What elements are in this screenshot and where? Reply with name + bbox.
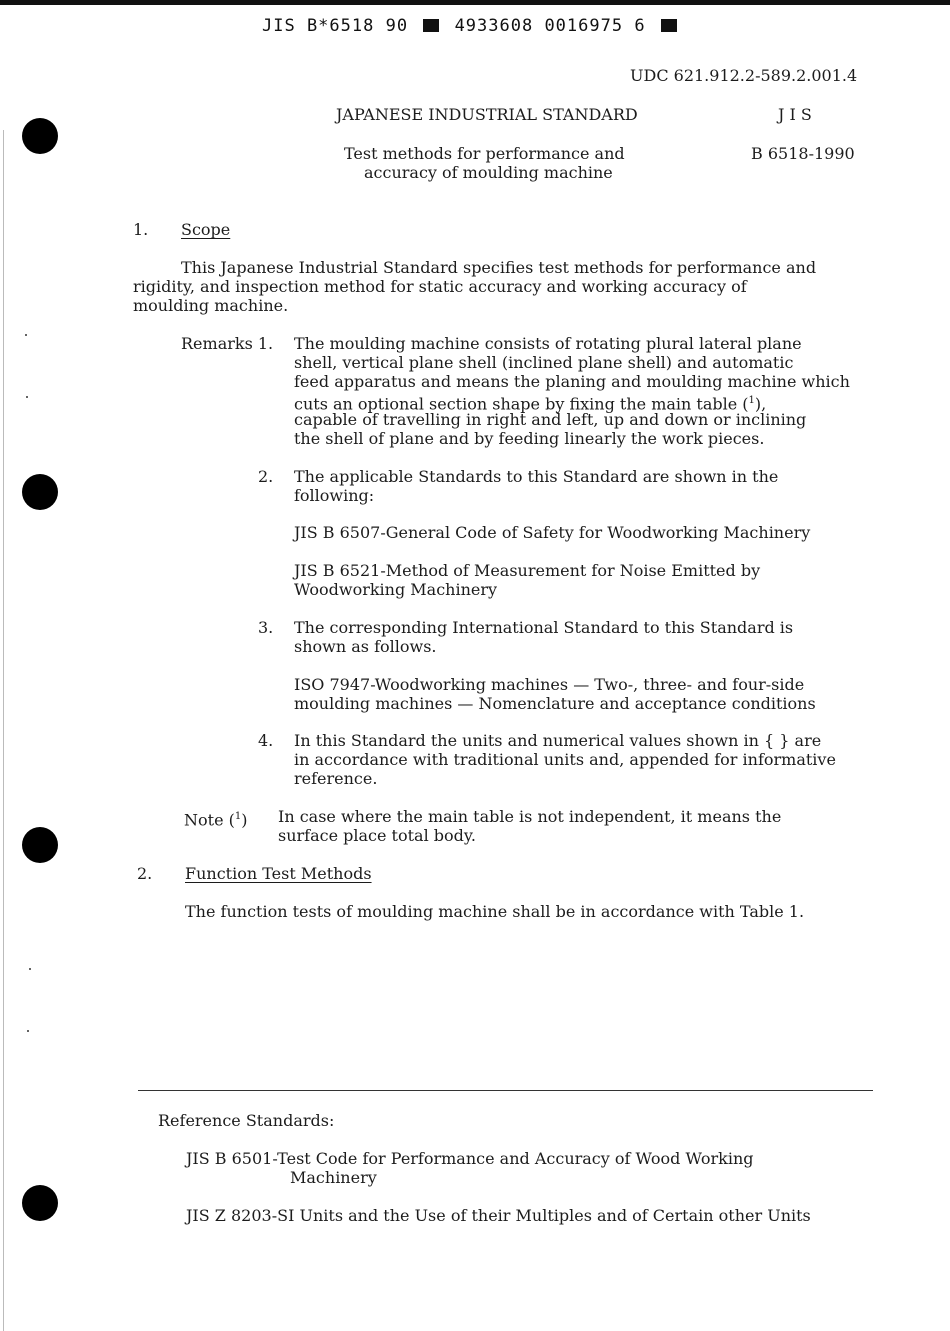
remark4-number: 4. [258, 731, 274, 750]
standard-ref-a: JIS B 6507-General Code of Safety for Woodworking Machinery [294, 523, 811, 542]
remark1-line6: the shell of plane and by feeding linearly the work pieces. [294, 429, 765, 448]
section1-title: Scope [181, 220, 231, 239]
footnote-rule [138, 1090, 873, 1091]
note-line1: In case where the main table is not independent, it means the [278, 807, 782, 826]
organization-title: JAPANESE INDUSTRIAL STANDARD [336, 105, 638, 124]
punch-hole-2 [22, 474, 58, 510]
section1-number: 1. [133, 220, 149, 239]
punch-hole-3 [22, 827, 58, 863]
remark1-line5: capable of travelling in right and left, up and down or inclining [294, 410, 807, 429]
note-label [184, 807, 247, 829]
code-block-mark [423, 19, 439, 32]
section2-title: Function Test Methods [185, 864, 372, 883]
punch-hole-1 [22, 118, 58, 154]
section2-para: The function tests of moulding machine shall be in accordance with Table 1. [185, 902, 805, 921]
jis-label: J I S [778, 105, 812, 124]
doc-title-line1: Test methods for performance and [344, 144, 625, 163]
udc-number: UDC 621.912.2-589.2.001.4 [630, 66, 858, 85]
remark1-line1: The moulding machine consists of rotating plural lateral plane [294, 334, 802, 353]
reference-1-line2: Machinery [290, 1168, 377, 1187]
note-label-text: Note ( [184, 810, 235, 830]
reference-1-line1: JIS B 6501-Test Code for Performance and Accuracy of Wood Working [186, 1149, 754, 1168]
remarks-label: Remarks 1. [181, 334, 274, 353]
iso-ref-line2: moulding machines — Nomenclature and acceptance conditions [294, 694, 816, 713]
reference-2: JIS Z 8203-SI Units and the Use of their Multiples and of Certain other Units [186, 1206, 811, 1225]
remark1-line2: shell, vertical plane shell (inclined plane shell) and automatic [294, 353, 794, 372]
doc-title-line2: accuracy of moulding machine [364, 163, 613, 182]
scan-speck [29, 968, 31, 970]
scope-para-line2: rigidity, and inspection method for static accuracy and working accuracy of [133, 277, 747, 296]
remark2-line2: following: [294, 486, 375, 505]
document-code-header [262, 16, 681, 36]
standard-number: B 6518-1990 [751, 144, 855, 163]
reference-label: Reference Standards: [158, 1111, 335, 1130]
punch-hole-4 [22, 1185, 58, 1221]
code-left: JIS B*6518 90 [262, 16, 409, 36]
remark1-line4-text: cuts an optional section shape by fixing the main table ( [294, 394, 749, 414]
scope-para-line1: This Japanese Industrial Standard specifies test methods for performance and [181, 258, 817, 277]
note-label-close: ) [241, 810, 248, 830]
scan-speck [27, 1030, 29, 1032]
remark1-line3: feed apparatus and means the planing and moulding machine which [294, 372, 850, 391]
code-block-mark-end [661, 19, 677, 32]
scan-speck [26, 396, 28, 398]
remark1-line4-close: ), [754, 394, 767, 414]
remark2-number: 2. [258, 467, 274, 486]
remark4-line3: reference. [294, 769, 378, 788]
remark3-line1: The corresponding International Standard to this Standard is [294, 618, 794, 637]
remark4-line1: In this Standard the units and numerical values shown in { } are [294, 731, 822, 750]
scan-left-edge [3, 130, 4, 1331]
note-line2: surface place total body. [278, 826, 476, 845]
remark2-line1: The applicable Standards to this Standard are shown in the [294, 467, 779, 486]
remark4-line2: in accordance with traditional units and, appended for informative [294, 750, 836, 769]
remark3-number: 3. [258, 618, 274, 637]
scan-speck [25, 334, 27, 336]
iso-ref-line1: ISO 7947-Woodworking machines — Two-, three- and four-side [294, 675, 805, 694]
note-sup: 1 [234, 811, 242, 822]
remark3-line2: shown as follows. [294, 637, 437, 656]
standard-ref-b-line2: Woodworking Machinery [294, 580, 498, 599]
section2-number: 2. [137, 864, 153, 883]
footnote-ref: 1 [748, 395, 755, 406]
code-right: 4933608 0016975 6 [454, 16, 646, 36]
standard-ref-b-line1: JIS B 6521-Method of Measurement for Noise Emitted by [294, 561, 761, 580]
scope-para-line3: moulding machine. [133, 296, 289, 315]
scan-top-bar [0, 0, 950, 5]
